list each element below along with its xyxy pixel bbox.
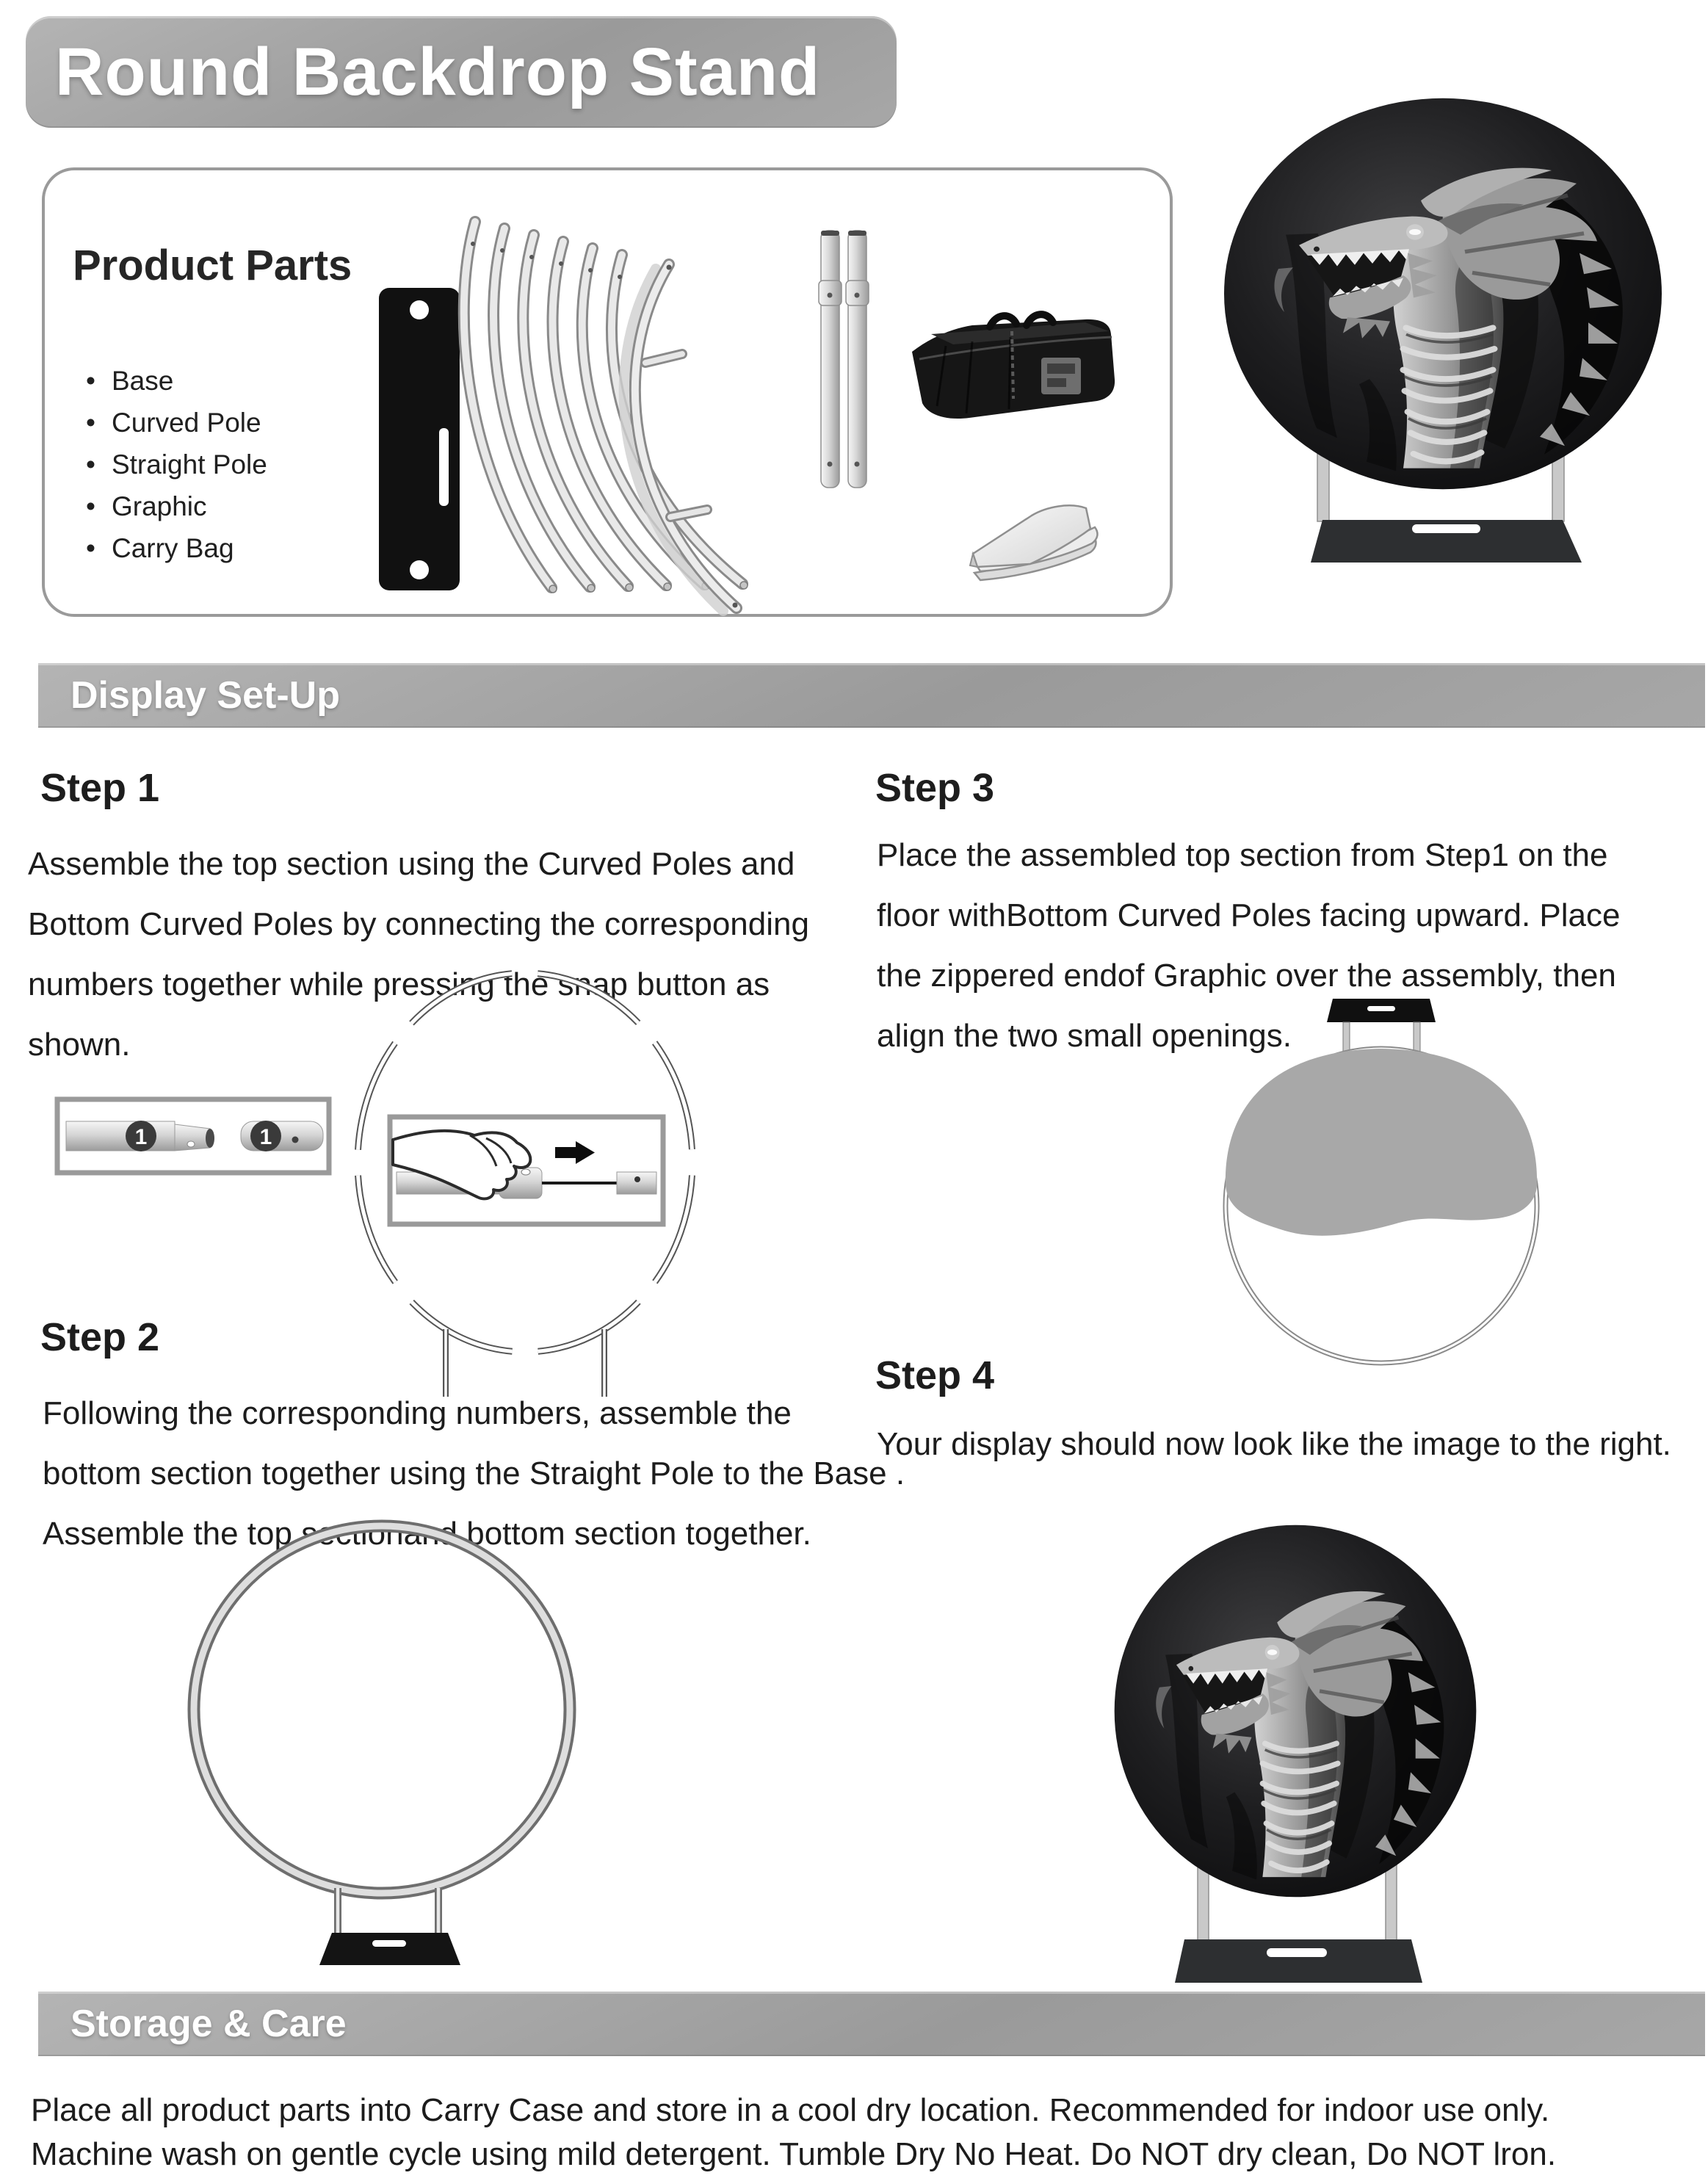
product-parts-illustration	[45, 170, 1176, 620]
dragon-graphic	[1115, 1525, 1477, 1898]
assembled-display-photo	[1204, 70, 1708, 584]
text-line: the zippered endof Graphic over the assembly, then	[877, 958, 1616, 994]
stand-base-icon	[1327, 999, 1436, 1053]
curved-poles-illustration	[464, 222, 748, 593]
stand-base-icon	[1311, 520, 1582, 563]
display-setup-banner	[38, 663, 1705, 728]
list-item: • Carry Bag	[86, 527, 267, 569]
text-line: align the two small openings.	[877, 1018, 1292, 1054]
section-title: Storage & Care	[70, 2003, 347, 2045]
product-parts-heading: Product Parts	[73, 242, 352, 289]
step4-heading: Step 4	[875, 1353, 995, 1397]
folded-graphic-illustration	[970, 505, 1097, 580]
list-item: • Curved Pole	[86, 402, 267, 444]
base-plate-illustration	[379, 288, 460, 590]
badge-number: 1	[134, 1125, 148, 1149]
badge-number: 1	[259, 1125, 272, 1149]
step3-heading: Step 3	[875, 766, 995, 810]
assembled-frame-illustration	[194, 1526, 570, 1934]
snap-button-inset	[390, 1117, 663, 1224]
step2-heading: Step 2	[40, 1315, 160, 1359]
text-line: floor withBottom Curved Poles facing upward. Place	[877, 897, 1621, 933]
stand-base-icon	[319, 1933, 460, 1965]
step4-illustration	[1087, 1513, 1527, 1997]
text-line: Place the assembled top section from Step1 on the	[877, 837, 1608, 873]
section-title: Display Set-Up	[70, 674, 340, 717]
step4-text	[877, 1414, 1671, 1475]
text-line: Place all product parts into Carry Case and store in a cool dry location. Recommended for indoor use only.	[31, 2092, 1550, 2128]
product-parts-panel	[42, 167, 1173, 617]
text-line: Assemble the top sectionand bottom section together.	[43, 1516, 811, 1552]
list-item: • Graphic	[86, 485, 267, 527]
text-line: numbers together while pressing the snap button as	[28, 966, 770, 1002]
graphic-fabric-illustration	[1226, 1049, 1537, 1236]
carry-bag-illustration	[912, 314, 1115, 419]
text-line: Following the corresponding numbers, assemble the	[43, 1395, 792, 1431]
text-line: Bottom Curved Poles by connecting the corresponding	[28, 906, 809, 942]
stand-base-icon	[1175, 1939, 1422, 1983]
straight-poles-illustration	[819, 231, 869, 488]
text-line: Assemble the top section using the Curved Poles and	[28, 846, 795, 882]
storage-care-text	[31, 2088, 1556, 2177]
text-line: Your display should now look like the image to the right.	[877, 1426, 1671, 1462]
dragon-graphic	[1224, 98, 1662, 489]
step3-illustration	[1175, 984, 1586, 1381]
list-item: • Straight Pole	[86, 444, 267, 485]
text-line: shown.	[28, 1027, 131, 1063]
text-line: Machine wash on gentle cycle using mild detergent. Tumble Dry No Heat. Do NOT dry clean, Do NOT lron.	[31, 2136, 1557, 2172]
step2-illustration	[169, 1513, 595, 1983]
step1-heading: Step 1	[40, 766, 160, 810]
page-title: Round Backdrop Stand	[55, 34, 821, 109]
title-banner	[26, 16, 897, 128]
text-line: bottom section together using the Straight Pole to the Base .	[43, 1455, 905, 1491]
list-item: • Base	[86, 360, 267, 402]
connection-inset	[57, 1099, 329, 1173]
storage-care-banner	[38, 1992, 1705, 2056]
